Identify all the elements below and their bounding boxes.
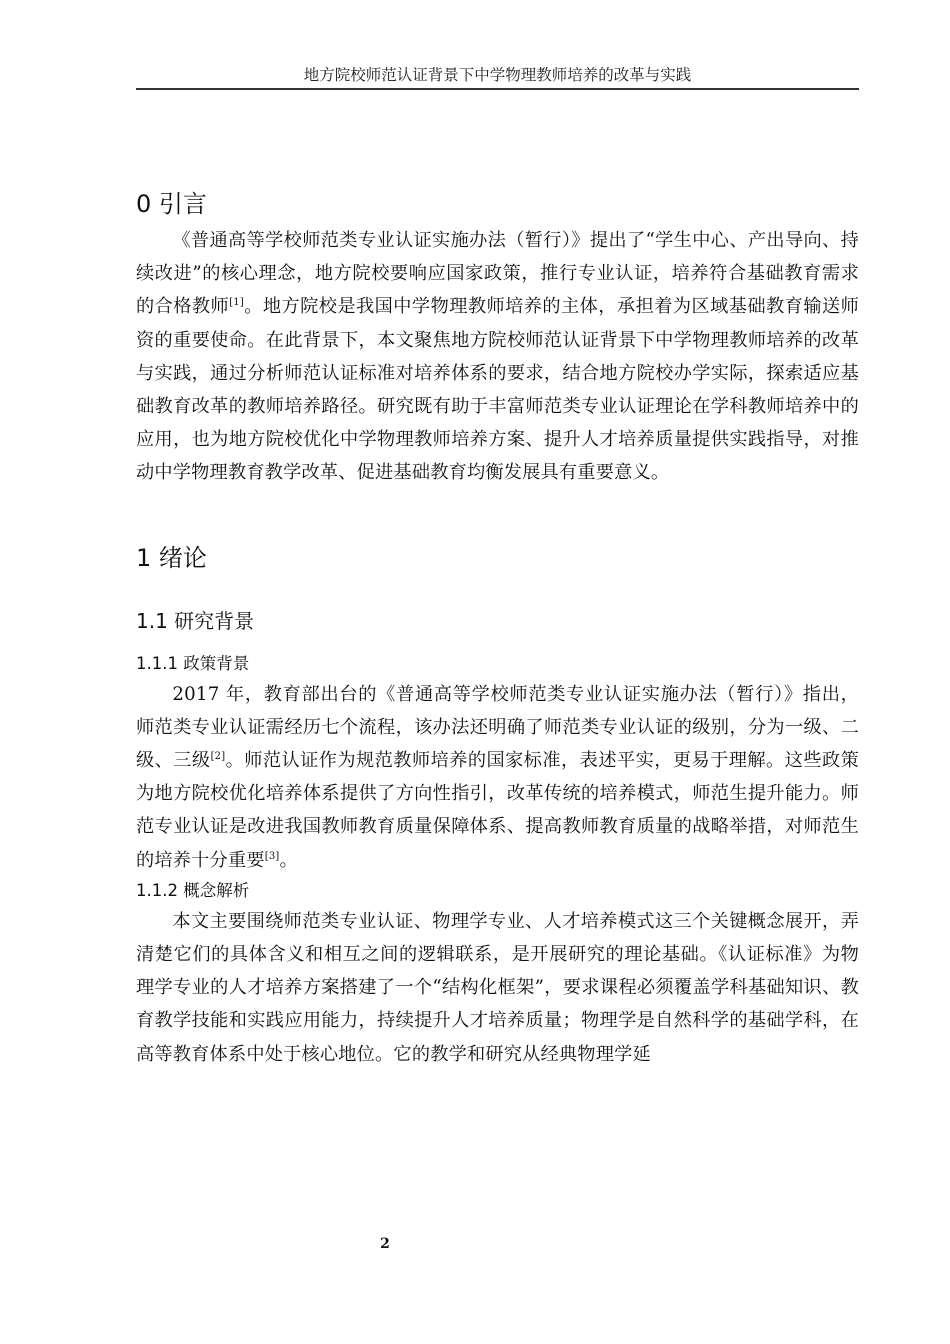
heading-1-1: 1.1 研究背景 [136, 608, 255, 633]
page-body [136, 180, 859, 1071]
heading-introduction: 0 引言 [136, 190, 207, 218]
heading-chapter-1: 1 绪论 [136, 543, 207, 572]
heading-1-1-2: 1.1.2 概念解析 [136, 880, 250, 900]
policy-text-c: 。 [279, 849, 298, 871]
running-header-title: 地方院校师范认证背景下中学物理教师培养的改革与实践 [303, 66, 692, 84]
page-number: 2 [380, 1236, 390, 1252]
citation-3: [3] [264, 850, 280, 862]
intro-text-b: 。地方院校是我国中学物理教师培养的主体，承担着为区域基础教育输送师资的重要使命。在此背景下，本文聚焦地方院校师范认证背景下中学物理教师培养的改革与实践，通过分析师范认证标准对培养体系的要求，结合地方院校办学实际，探索适应基础教育改革的教师培养路径。研究既有助于丰富师范类专业认证理论在学科教师培养中的应用，也为地方院校优化中学物理教师培养方案、提升人才培养质量提供实践指导，对推动中学物理教育教学改革、促进基础教育均衡发展具有重要意义。 [136, 296, 859, 484]
concept-analysis-paragraph: 本文主要围绕师范类专业认证、物理学专业、人才培养模式这三个关键概念展开，弄清楚它们的具体含义和相互之间的逻辑联系，是开展研究的理论基础。《认证标准》为物理学专业的人才培养方案搭建了一个“结构化框架”，要求课程必须覆盖学科基础知识、教育教学技能和实践应用能力，持续提升人才培养质量；物理学是自然科学的基础学科，在高等教育体系中处于核心地位。它的教学和研究从经典物理学延 [136, 910, 859, 1065]
header-rule [136, 88, 859, 90]
heading-1-1-1: 1.1.1 政策背景 [136, 653, 250, 673]
intro-paragraph [136, 224, 859, 490]
intro-text-a: 《普通高等学校师范类专业认证实施办法（暂行）》提出了“学生中心、产出导向、持续改进”的核心理念，地方院校要响应国家政策，推行专业认证，培养符合基础教育需求的合格教师 [136, 230, 859, 318]
policy-text-b: 。师范认证作为规范教师培养的国家标准，表述平实，更易于理解。这些政策为地方院校优化培养体系提供了方向性指引，改革传统的培养模式，师范生提升能力。师范专业认证是改进我国教师教育质量保障体系、提高教师教育质量的战略举措，对师范生的培养十分重要 [136, 750, 859, 871]
citation-1: [1] [229, 297, 244, 309]
policy-text-a: 2017 年，教育部出台的《普通高等学校师范类专业认证实施办法（暂行）》指出，师范类专业认证需经历七个流程，该办法还明确了师范类专业认证的级别，分为一级、二级、三级 [136, 683, 859, 772]
citation-2: [2] [210, 750, 226, 762]
policy-background-paragraph [136, 678, 859, 877]
